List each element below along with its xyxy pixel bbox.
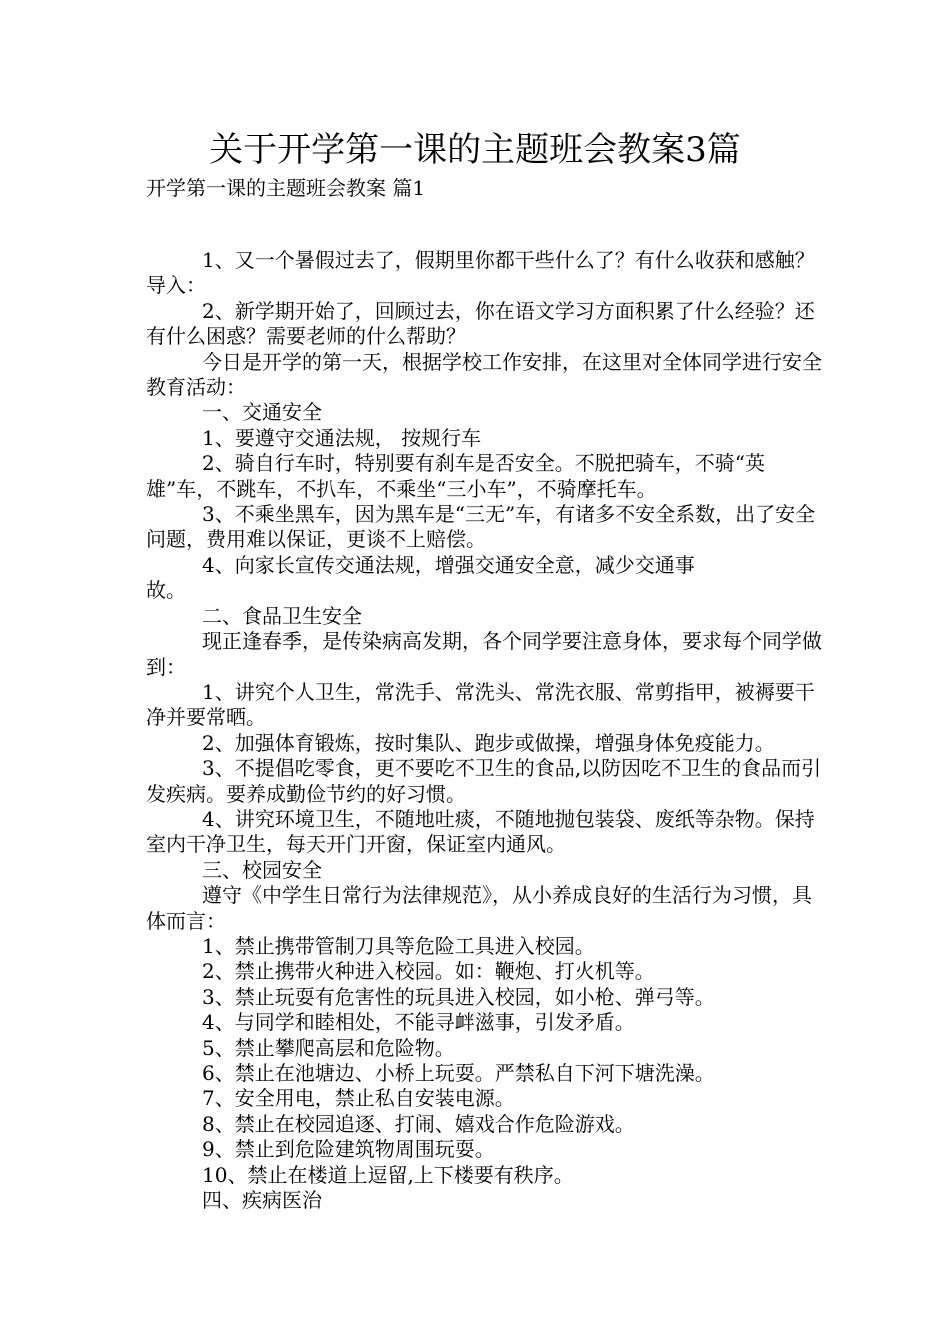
paragraph: 遵守《中学生日常行为法律规范》，从小养成良好的生活行为习惯，具体而言：	[146, 883, 812, 933]
paragraph: 2、新学期开始了，回顾过去，你在语文学习方面积累了什么经验？还有什么困惑？需要老师的什么帮助？	[146, 298, 815, 349]
list-item: 10、禁止在楼道上逗留,上下楼要有秩序。	[202, 1162, 574, 1187]
paragraph: 2、骑自行车时，特别要有刹车是否安全。不脱把骑车，不骑“英雄”车，不跳车，不扒车，不乘坐“三小车”，不骑摩托车。	[146, 451, 765, 501]
section-heading: 二、食品卫生安全	[202, 603, 362, 628]
list-item: 1、禁止携带管制刀具等危险工具进入校园。	[202, 933, 595, 958]
paragraph: 4、讲究环境卫生，不随地吐痰，不随地抛包装袋、废纸等杂物。保持室内干净卫生，每天开门开窗，保证室内通风。	[146, 806, 815, 857]
document-subtitle: 开学第一课的主题班会教案 篇1	[146, 176, 426, 200]
paragraph: 3、不提倡吃零食，更不要吃不卫生的食品,以防因吃不卫生的食品而引发疾病。要养成勤俭节约的好习惯。	[146, 756, 822, 806]
paragraph: 3、不乘坐黑车，因为黑车是“三无”车，有诸多不安全系数，出了安全问题，费用难以保证，更谈不上赔偿。	[146, 502, 816, 552]
list-item: 5、禁止攀爬高层和危险物。	[202, 1035, 455, 1060]
paragraph: 1、又一个暑假过去了，假期里你都干些什么了？有什么收获和感触？ 导入：	[146, 248, 815, 298]
document-body	[146, 248, 826, 1213]
paragraph: 1、要遵守交通法规， 按规行车	[202, 425, 482, 450]
list-item: 3、禁止玩耍有危害性的玩具进入校园，如小枪、弹弓等。	[202, 984, 715, 1009]
paragraph: 故。	[146, 578, 186, 603]
list-item: 4、与同学和睦相处，不能寻衅滋事，引发矛盾。	[202, 1010, 635, 1035]
list-item: 7、安全用电，禁止私自安装电源。	[202, 1086, 515, 1111]
paragraph: 1、讲究个人卫生，常洗手、常洗头、常洗衣服、常剪指甲，被褥要干净并要常晒。	[146, 679, 815, 730]
document-title: 关于开学第一课的主题班会教案3篇	[209, 130, 741, 170]
list-item: 2、禁止携带火种进入校园。如：鞭炮、打火机等。	[202, 959, 655, 984]
paragraph: 今日是开学的第一天，根据学校工作安排，在这里对全体同学进行安全教育活动：	[146, 349, 822, 400]
list-item: 8、禁止在校园追逐、打闹、嬉戏合作危险游戏。	[202, 1111, 635, 1136]
paragraph: 现正逢春季，是传染病高发期，各个同学要注意身体，要求每个同学做到：	[146, 629, 822, 679]
list-item: 6、禁止在池塘边、小桥上玩耍。严禁私自下河下塘洗澡。	[202, 1061, 715, 1085]
paragraph: 2、加强体育锻炼，按时集队、跑步或做操，增强身体免疫能力。	[202, 730, 775, 755]
section-heading: 三、校园安全	[202, 857, 322, 882]
section-heading: 一、交通安全	[202, 400, 322, 425]
paragraph: 4、向家长宣传交通法规，增强交通安全意，减少交通事	[202, 552, 695, 577]
list-item: 9、禁止到危险建筑物周围玩耍。	[202, 1137, 495, 1162]
section-heading: 四、疾病医治	[202, 1188, 322, 1213]
